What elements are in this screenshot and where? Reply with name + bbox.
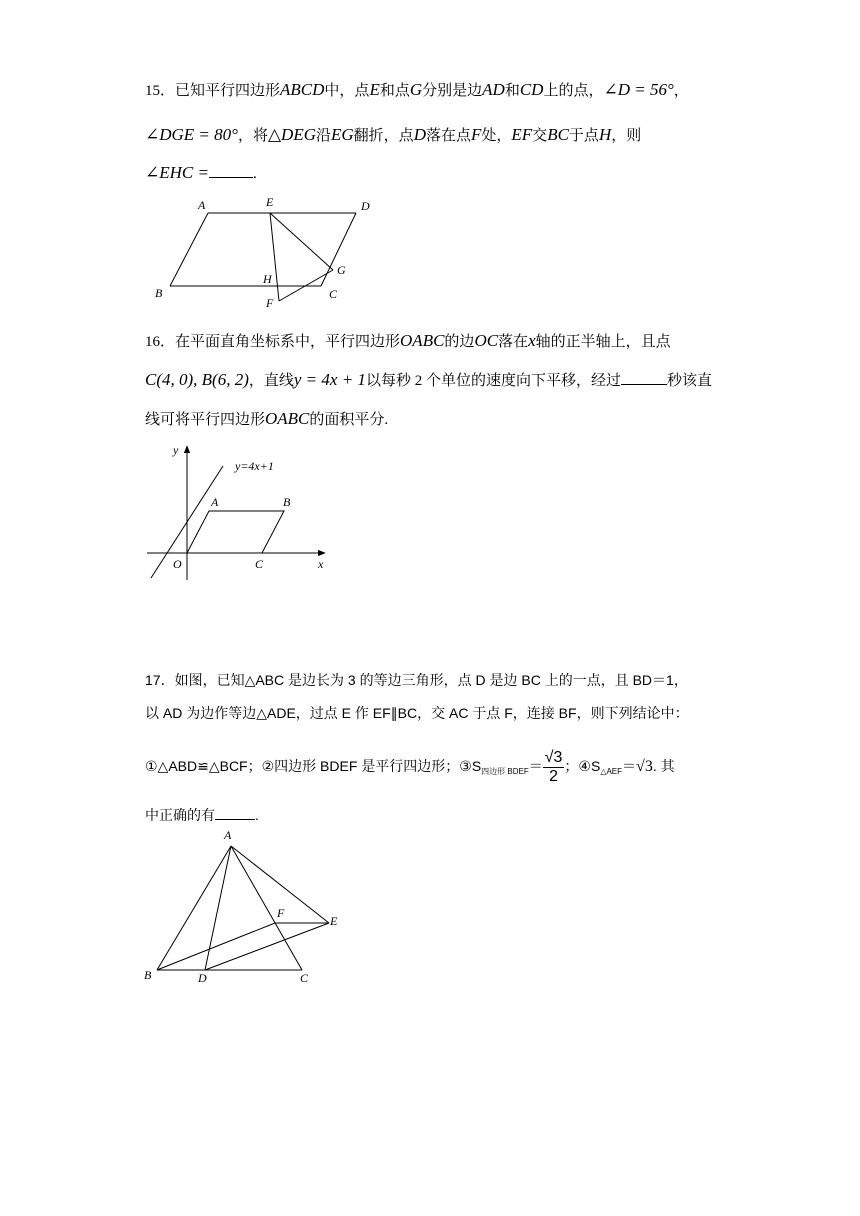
q15-text: 翻折，点	[353, 128, 414, 144]
q16-text: 落在	[498, 334, 529, 350]
q15-angle-ehc: ∠EHC =	[145, 163, 209, 182]
q17-text: ＝	[622, 758, 637, 774]
q15-math: H	[598, 125, 612, 144]
q17-edge-ab	[157, 846, 231, 970]
q16-text: 以每秒 2 个单位的速度向下平移，经过	[365, 373, 621, 389]
q16-text: 的边	[444, 334, 475, 350]
q16-text: 秒该直	[666, 373, 712, 389]
q16-line-2	[145, 370, 712, 391]
q15-edge-eg	[270, 213, 333, 270]
q15-text: 和点	[379, 83, 410, 99]
q15-angle-dge: ∠DGE = 80°	[145, 125, 238, 144]
q17-subscript: 四边形 BDEF	[481, 767, 529, 776]
q17-line-4	[145, 805, 259, 825]
q15-text: 交	[532, 128, 548, 144]
q17-label-e: E	[330, 914, 338, 928]
q17-line-3	[145, 743, 675, 795]
q15-math: E	[369, 80, 380, 99]
q17-text: . 其	[652, 758, 675, 774]
q17-figure	[140, 825, 350, 990]
q15-label-e: E	[266, 195, 274, 209]
q17-number: 17．	[145, 672, 175, 688]
q15-label-c: C	[329, 287, 338, 301]
q16-math: OABC	[265, 409, 310, 428]
q17-conclusions-a: ①△ABD≌△BCF；②四边形 BDEF 是平行四边形；③S	[145, 758, 482, 774]
q16-text: 轴的正半轴上，且点	[535, 334, 671, 350]
q15-label-g: G	[337, 263, 346, 277]
q15-math: AD	[482, 80, 505, 99]
q17-conclusions-b: ；④S	[564, 758, 601, 774]
q17-text: ＝	[528, 758, 543, 774]
q17-label-a: A	[224, 828, 232, 842]
q16-line-1	[145, 331, 671, 352]
q15-number: 15．	[145, 83, 176, 99]
q15-math: △DEG	[267, 125, 316, 144]
q17-edge-de	[205, 923, 329, 970]
q15-math: CD	[519, 80, 544, 99]
q15-text: 上的点，	[543, 83, 604, 99]
q16-label-eq: y=4x+1	[235, 459, 274, 473]
q15-text: 落在点	[425, 128, 471, 144]
q17-line-1	[145, 670, 688, 690]
q16-number: 16．	[145, 334, 176, 350]
q16-line-3	[145, 409, 388, 430]
q16-points: C(4, 0), B(6, 2)	[145, 370, 249, 389]
q16-label-y: y	[173, 443, 179, 457]
q15-text: 处，	[481, 128, 512, 144]
q15-text: 沿	[315, 128, 331, 144]
q17-label-f: F	[277, 906, 285, 920]
q16-text: 在平面直角坐标系中，平行四边形	[175, 334, 401, 350]
q15-text: .	[252, 166, 257, 182]
q15-label-b: B	[155, 286, 163, 300]
q15-text: ，	[673, 83, 689, 99]
q15-math: ABCD	[280, 80, 325, 99]
q17-fraction-den: 2	[549, 767, 559, 785]
q17-label-b: B	[144, 968, 152, 982]
q15-math: F	[470, 125, 482, 144]
q15-math: D	[413, 125, 426, 144]
q16-math: OABC	[400, 331, 445, 350]
q15-text: ，则	[611, 128, 642, 144]
q15-math: BC	[547, 125, 569, 144]
q17-line-2	[145, 703, 689, 723]
q17-subscript: △AEF	[600, 767, 623, 776]
q16-label-b: B	[283, 495, 291, 509]
q16-text: ，直线	[248, 373, 294, 389]
q15-math: G	[409, 80, 423, 99]
q17-edge-ad	[205, 846, 231, 970]
q16-text: 线可将平行四边形	[145, 412, 266, 428]
q15-text: 于点	[568, 128, 599, 144]
q17-text: 中正确的有	[145, 807, 215, 823]
q17-text: 如图，已知△ABC 是边长为 3 的等边三角形，点 D 是边 BC 上的一点，且 BD＝1，	[174, 672, 688, 688]
q15-math: EF	[511, 125, 533, 144]
q16-label-a: A	[211, 495, 219, 509]
q16-math: x	[528, 331, 536, 350]
q16-text: 的面积平分.	[309, 412, 389, 428]
q17-edge-bf	[157, 923, 275, 970]
q15-line-3	[145, 163, 257, 184]
q15-label-d: D	[361, 199, 370, 213]
q17-label-c: C	[300, 971, 309, 985]
q15-label-h: H	[263, 272, 272, 286]
q16-label-x: x	[318, 557, 324, 571]
q17-sqrt3: √3	[636, 758, 653, 775]
q15-angle-d: ∠D = 56°	[603, 80, 674, 99]
q16-parallelogram	[187, 511, 284, 553]
q15-figure	[150, 195, 380, 310]
q17-label-d: D	[198, 971, 207, 985]
q16-label-c: C	[255, 557, 264, 571]
q17-text: .	[255, 807, 259, 823]
q16-math: OC	[474, 331, 499, 350]
q15-edge-ab	[170, 213, 208, 286]
q17-edge-ac	[231, 846, 302, 970]
q15-label-a: A	[198, 198, 206, 212]
q16-label-o: O	[173, 557, 182, 571]
q15-text: 中，点	[324, 83, 370, 99]
q15-text: 已知平行四边形	[175, 83, 281, 99]
q17-fraction-num: √3	[544, 748, 563, 766]
q16-answer-blank[interactable]	[621, 370, 667, 385]
q16-equation: y = 4x + 1	[293, 370, 366, 389]
q15-line-2	[145, 125, 641, 146]
q17-text: 以 AD 为边作等边△ADE，过点 E 作 EF∥BC，交 AC 于点 F，连接 BF，则下列结论中：	[145, 705, 689, 721]
q15-text: ，将	[237, 128, 268, 144]
q15-edge-ef	[270, 213, 279, 301]
q15-text: 和	[504, 83, 520, 99]
q15-line-1	[145, 80, 689, 101]
q15-label-f: F	[266, 296, 274, 310]
q17-answer-blank[interactable]	[215, 805, 255, 820]
q17-fraction	[543, 749, 565, 786]
q15-answer-blank[interactable]	[209, 163, 253, 178]
q15-text: 分别是边	[422, 83, 483, 99]
q16-figure	[145, 440, 345, 590]
q15-math: EG	[331, 125, 354, 144]
